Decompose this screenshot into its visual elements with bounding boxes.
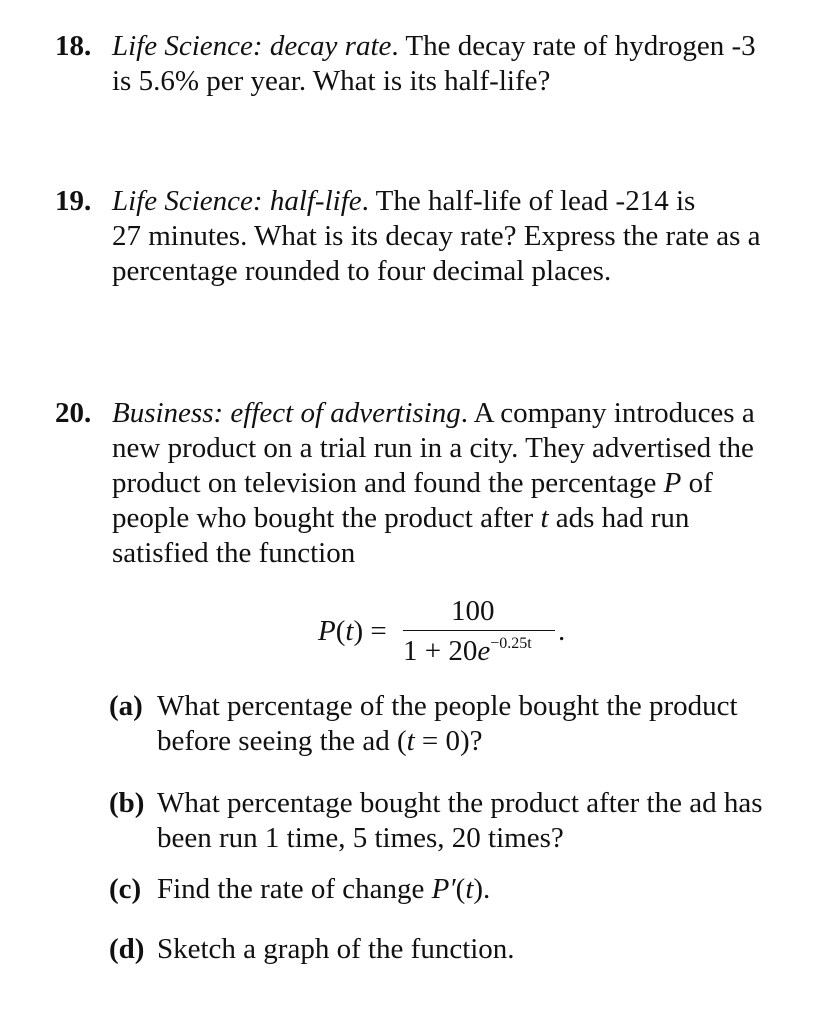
part-line: Sketch a graph of the function. xyxy=(157,933,515,965)
formula-variable: t xyxy=(345,615,354,647)
part-line-text: ). xyxy=(473,873,491,905)
part-text xyxy=(157,872,829,907)
part-line-text: before seeing the ad ( xyxy=(157,725,407,757)
variable-t: t xyxy=(465,873,474,905)
part-text xyxy=(157,932,829,967)
part-c xyxy=(109,872,829,907)
problem-line xyxy=(112,466,825,501)
part-line: What percentage of the people bought the product xyxy=(157,690,738,722)
part-label: (c) xyxy=(109,873,142,905)
formula-function-name: P xyxy=(318,615,336,647)
part-a xyxy=(109,689,829,759)
variable-t: t xyxy=(540,502,549,534)
problem-line xyxy=(112,396,825,431)
variable-p: P xyxy=(663,467,682,499)
part-line-text: = 0)? xyxy=(414,725,483,757)
formula-equals: ) = xyxy=(353,615,387,647)
problem-19 xyxy=(55,184,825,289)
part-text xyxy=(157,786,829,856)
problem-line-text: of xyxy=(681,467,713,499)
part-label: (b) xyxy=(109,787,145,819)
problem-line: new product on a trial run in a city. They advertised the xyxy=(112,432,754,464)
part-line: been run 1 time, 5 times, 20 times? xyxy=(157,822,564,854)
formula-lhs xyxy=(318,614,387,649)
problem-line: 27 minutes. What is its decay rate? Express the rate as a xyxy=(112,220,761,252)
part-label: (d) xyxy=(109,933,145,965)
problem-number: 18. xyxy=(55,30,92,62)
formula-numerator: 100 xyxy=(451,595,495,627)
denominator-base: 1 + 20 xyxy=(403,635,478,667)
problem-line-text: . The decay rate of hydrogen -3 xyxy=(391,30,756,62)
derivative-function: P′ xyxy=(431,873,456,905)
fraction-bar xyxy=(403,630,555,631)
problem-line: percentage rounded to four decimal places. xyxy=(112,255,612,287)
problem-line-text: . The half-life of lead -214 is xyxy=(361,185,696,217)
part-b xyxy=(109,786,829,856)
denominator-e: e xyxy=(477,635,491,667)
problem-line: is 5.6% per year. What is its half-life? xyxy=(112,65,551,97)
part-line: What percentage bought the product after the ad has xyxy=(157,787,763,819)
problem-line-text: ads had run xyxy=(548,502,690,534)
problem-line: satisfied the function xyxy=(112,537,356,569)
problem-topic: Business: effect of advertising xyxy=(112,397,461,429)
problem-line xyxy=(112,29,825,64)
formula-period: . xyxy=(558,615,566,647)
part-text xyxy=(157,689,829,759)
formula-denominator xyxy=(403,634,532,673)
part-line-text: Find the rate of change xyxy=(157,873,432,905)
part-label: (a) xyxy=(109,690,143,722)
problem-line-text: . A company introduces a xyxy=(460,397,755,429)
part-line xyxy=(157,724,829,759)
problem-number: 20. xyxy=(55,397,92,429)
problem-topic: Life Science: decay rate xyxy=(112,30,392,62)
part-line xyxy=(157,872,829,907)
problem-text xyxy=(112,29,825,99)
problem-line xyxy=(112,184,825,219)
problem-20 xyxy=(55,396,825,571)
problem-text xyxy=(112,184,825,289)
problem-line-text: product on television and found the percentage xyxy=(112,467,664,499)
problem-topic: Life Science: half-life xyxy=(112,185,362,217)
variable-t: t xyxy=(406,725,415,757)
problem-text xyxy=(112,396,825,571)
part-paren: ( xyxy=(455,873,466,905)
problem-line xyxy=(112,501,825,536)
denominator-exponent: −0.25t xyxy=(490,635,532,652)
problem-number: 19. xyxy=(55,185,92,217)
formula-paren: ( xyxy=(335,615,346,647)
part-d xyxy=(109,932,829,967)
problem-18 xyxy=(55,29,825,99)
problem-line-text: people who bought the product after xyxy=(112,502,541,534)
